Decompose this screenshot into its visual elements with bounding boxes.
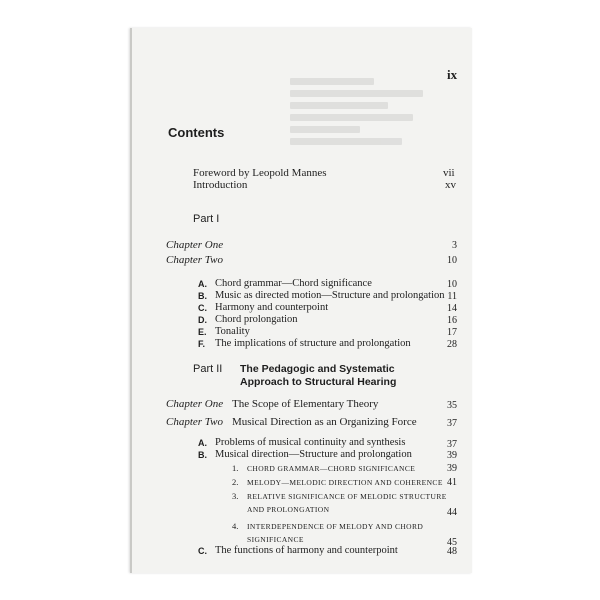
section-letter: D. [198,315,207,325]
section-page: 16 [447,315,457,326]
section-letter: F. [198,339,206,349]
part-two-title-line1: The Pedagogic and Systematic [240,363,395,375]
foreword-entry: Foreword by Leopold Mannes [193,167,327,179]
chapter-title: Musical Direction as an Organizing Force [232,416,417,428]
subsection-title: MELODY—MELODIC DIRECTION AND COHERENCE [247,478,443,487]
subsection-title-continued: AND PROLONGATION [247,505,330,514]
section-title: Chord grammar—Chord significance [215,278,372,289]
section-page: 37 [447,439,457,450]
chapter-page: 3 [452,240,457,251]
subsection-number: 4. [232,521,239,531]
subsection-title: INTERDEPENDENCE OF MELODY AND CHORD [247,522,424,531]
section-page: 11 [447,291,457,302]
subsection-title: RELATIVE SIGNIFICANCE OF MELODIC STRUCTURE [247,492,447,501]
subsection-title: CHORD GRAMMAR—CHORD SIGNIFICANCE [247,464,416,473]
part-two-title-line2: Approach to Structural Hearing [240,376,397,388]
contents-heading: Contents [168,125,225,140]
section-letter: A. [198,279,207,289]
section-title: Musical direction—Structure and prolongation [215,449,412,460]
foreword-page: vii [443,167,455,179]
page-edge [130,28,132,573]
page-number: ix [447,67,458,82]
subsection-page: 39 [447,463,457,474]
section-page: 48 [447,546,457,557]
chapter-entry: Chapter Two [166,416,223,428]
section-title: Harmony and counterpoint [215,302,329,313]
section-letter: B. [198,291,207,301]
chapter-title: The Scope of Elementary Theory [232,398,379,410]
section-title: The functions of harmony and counterpoint [215,545,398,556]
section-page: 17 [447,327,457,338]
section-letter: E. [198,327,207,337]
subsection-title-continued: SIGNIFICANCE [247,535,304,544]
section-page: 14 [447,303,457,314]
chapter-page: 35 [447,400,457,411]
section-page: 39 [447,450,457,461]
section-title: Music as directed motion—Structure and prolongation [215,290,445,301]
subsection-number: 2. [232,477,239,487]
subsection-page: 41 [447,477,457,488]
section-letter: B. [198,450,207,460]
section-letter: A. [198,438,207,448]
section-page: 10 [447,279,457,290]
section-title: Tonality [215,326,250,337]
subsection-page: 44 [447,507,457,518]
introduction-entry: Introduction [193,179,248,191]
part-two-label: Part II [193,363,223,375]
introduction-page: xv [445,179,456,191]
chapter-entry: Chapter One [166,398,224,410]
section-title: Chord prolongation [215,314,298,325]
subsection-number: 3. [232,491,239,501]
chapter-page: 10 [447,255,457,266]
section-title: Problems of musical continuity and synthesis [215,437,406,448]
section-title: The implications of structure and prolongation [215,338,411,349]
section-letter: C. [198,303,207,313]
section-page: 28 [447,339,457,350]
chapter-entry: Chapter One [166,239,224,251]
book-page [130,28,472,573]
part-one-label: Part I [193,213,220,225]
chapter-page: 37 [447,418,457,429]
subsection-page: 45 [447,537,457,548]
section-letter: C. [198,546,207,556]
chapter-entry: Chapter Two [166,254,223,266]
subsection-number: 1. [232,463,239,473]
bleed-through-text [290,73,430,150]
